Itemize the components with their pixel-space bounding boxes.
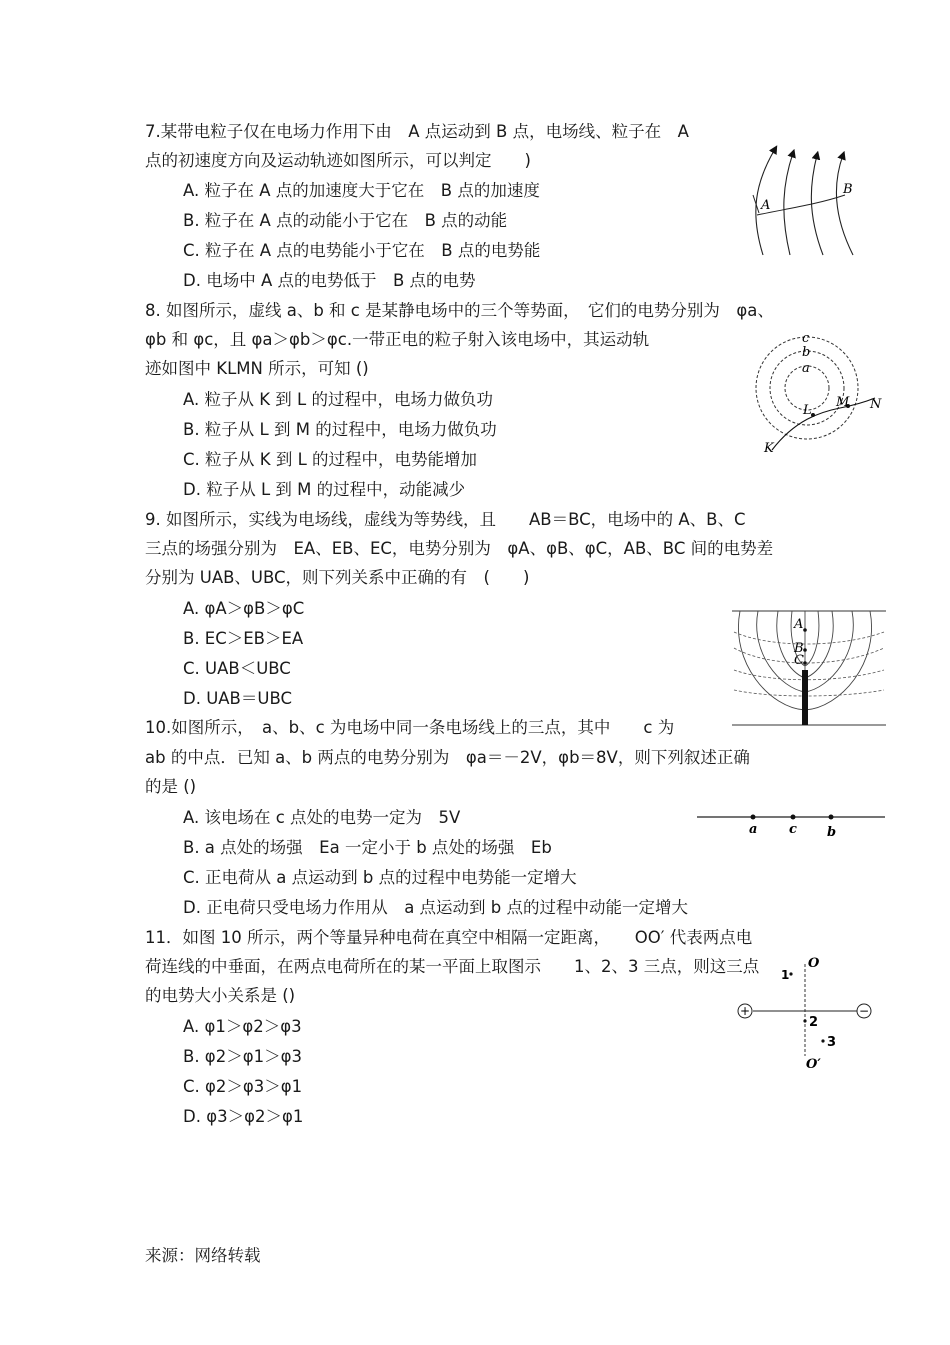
q7-option-b: B. 粒子在 A 点的动能小于它在 B 点的动能 (183, 211, 508, 230)
point-b (829, 815, 834, 820)
q8-option-c: C. 粒子从 K 到 L 的过程中，电势能增加 (183, 450, 478, 469)
point-2 (803, 1019, 806, 1022)
positive-sign: + (739, 1004, 751, 1018)
label-n: N (870, 397, 882, 412)
q7-option-a: A. 粒子在 A 点的加速度大于它在 B 点的加速度 (183, 181, 540, 200)
label-o-prime: O′ (806, 1057, 821, 1072)
q7-stem-line-1: 7.某带电粒子仅在电场力作用下由 A 点运动到 B 点，电场线、粒子在 A (145, 122, 689, 141)
label-b: B (843, 182, 853, 197)
charged-rod (802, 670, 808, 725)
field-line (811, 155, 823, 255)
label-b: b (827, 825, 837, 840)
label-b: B (794, 641, 804, 656)
q11-option-d: D. φ3＞φ2＞φ1 (183, 1107, 304, 1126)
label-a: a (802, 361, 810, 376)
q9-stem-line-3: 分别为 UAB、UBC，则下列关系中正确的有 ( ) (145, 568, 530, 587)
label-o: O (808, 956, 820, 971)
label-1: 1 (781, 968, 790, 982)
q8-stem-line-3: 迹如图中 KLMN 所示，可知 () (145, 359, 369, 378)
label-m: M (836, 395, 850, 410)
point-1 (789, 972, 792, 975)
label-k: K (764, 441, 774, 456)
q10-option-b: B. a 点处的场强 Ea 一定小于 b 点处的场强 Eb (183, 838, 552, 857)
label-c: c (789, 822, 797, 837)
q8-option-b: B. 粒子从 L 到 M 的过程中，电场力做负功 (183, 420, 497, 439)
q11-option-c: C. φ2＞φ3＞φ1 (183, 1077, 303, 1096)
q11-stem-line-2: 荷连线的中垂面，在两点电荷所在的某一平面上取图示 1、2、3 三点，则这三点 (145, 957, 760, 976)
field-line (836, 155, 853, 255)
equipotential-line (734, 670, 884, 680)
q11-stem-line-3: 的电势大小关系是 () (145, 986, 296, 1005)
q8-figure (750, 332, 890, 457)
q9-option-d: D. UAB＝UBC (183, 689, 293, 708)
label-a: A (794, 617, 804, 632)
q10-option-d: D. 正电荷只受电场力作用从 a 点运动到 b 点的过程中动能一定增大 (183, 898, 689, 917)
label-a: a (749, 822, 758, 837)
q7-figure (745, 143, 885, 258)
q9-option-b: B. EC＞EB＞EA (183, 629, 304, 648)
q10-option-c: C. 正电荷从 a 点运动到 b 点的过程中电势能一定增大 (183, 868, 577, 887)
q11-figure (735, 950, 880, 1072)
equipotential-line (734, 648, 884, 663)
q8-stem-line-1: 8. 如图所示，虚线 a、b 和 c 是某静电场中的三个等势面， 它们的电势分别为 φa、 (145, 301, 774, 320)
source-note: 来源：网络转载 (145, 1246, 261, 1265)
q9-option-c: C. UAB＜UBC (183, 659, 291, 678)
q9-figure (730, 608, 888, 728)
q8-option-a: A. 粒子从 K 到 L 的过程中，电场力做负功 (183, 390, 493, 409)
point-a (751, 815, 756, 820)
q7-option-d: D. 电场中 A 点的电势低于 B 点的电势 (183, 271, 476, 290)
point-3 (821, 1039, 824, 1042)
label-3: 3 (827, 1035, 837, 1050)
q7-option-c: C. 粒子在 A 点的电势能小于它在 B 点的电势能 (183, 241, 541, 260)
q10-option-a: A. 该电场在 c 点处的电势一定为 5V (183, 808, 461, 827)
label-b: b (802, 345, 811, 360)
q9-stem-line-1: 9. 如图所示，实线为电场线，虚线为等势线，且 AB＝BC，电场中的 A、B、C (145, 510, 746, 529)
q11-stem-line-1: 11．如图 10 所示，两个等量异种电荷在真空中相隔一定距离， OO′ 代表两点电 (145, 928, 753, 947)
label-l: L (803, 403, 812, 418)
point-c (791, 815, 796, 820)
trajectory-klmn (772, 398, 875, 450)
q11-option-a: A. φ1＞φ2＞φ3 (183, 1017, 302, 1036)
q10-stem-line-2: ab 的中点．已知 a、b 两点的电势分别为 φa＝－2V，φb＝8V，则下列叙述正确 (145, 748, 750, 767)
field-line (784, 153, 793, 255)
q7-stem-line-2: 点的初速度方向及运动轨迹如图所示，可以判定 ) (145, 151, 531, 170)
q10-stem-line-1: 10.如图所示， a、b、c 为电场中同一条电场线上的三点，其中 c 为 (145, 718, 675, 737)
label-c: c (802, 332, 810, 346)
negative-sign: − (858, 1004, 870, 1018)
equipotential-line (734, 632, 884, 644)
q8-option-d: D. 粒子从 L 到 M 的过程中，动能减少 (183, 480, 466, 499)
q11-option-b: B. φ2＞φ1＞φ3 (183, 1047, 302, 1066)
q9-stem-line-2: 三点的场强分别为 EA、EB、EC，电势分别为 φA、φB、φC，AB、BC 间的电势差 (145, 539, 774, 558)
q10-figure (695, 805, 887, 840)
q9-option-a: A. φA＞φB＞φC (183, 599, 305, 618)
label-2: 2 (809, 1015, 819, 1030)
label-a: A (761, 198, 771, 213)
label-c: C (794, 653, 804, 668)
q10-stem-line-3: 的是 () (145, 777, 197, 796)
q8-stem-line-2: φb 和 φc，且 φa＞φb＞φc.一带正电的粒子射入该电场中，其运动轨 (145, 330, 650, 349)
